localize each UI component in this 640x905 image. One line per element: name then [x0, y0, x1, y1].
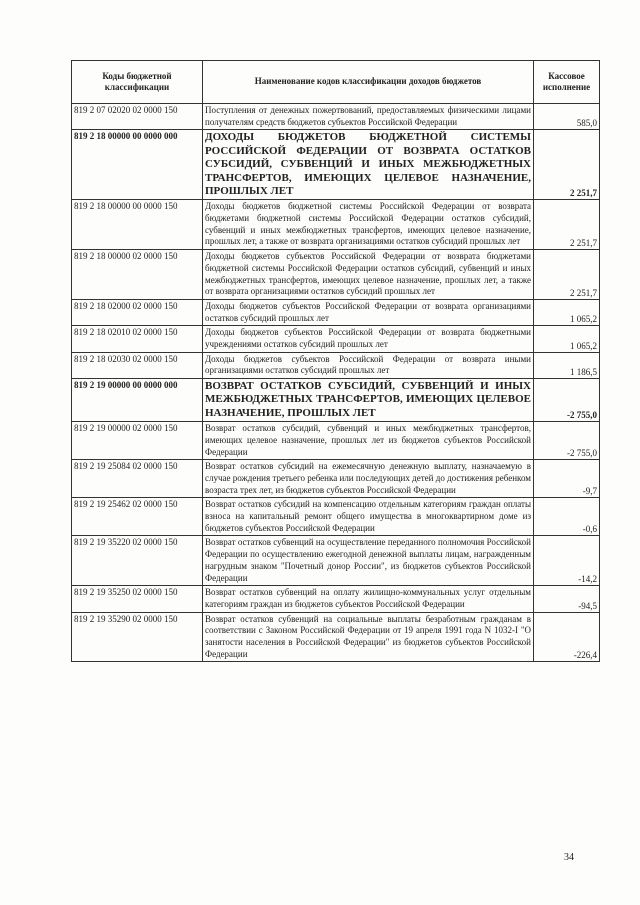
page-number: 34: [564, 852, 574, 863]
budget-code-cell: 819 2 18 02030 02 0000 150: [72, 352, 203, 378]
cash-execution-cell: 2 251,7: [534, 200, 600, 250]
table-row: [72, 299, 600, 325]
cash-execution-cell: -94,5: [534, 586, 600, 612]
table-header-row: [72, 61, 600, 104]
table-row: [72, 104, 600, 130]
income-name-cell: Возврат остатков субвенций на осуществление переданного полномочия Российской Федерации по осуществлению ежегодной денежной выплаты лицам, награжденным нагрудным знаком "Почетный донор России", из бюджетов субъектов Российской Федерации: [203, 536, 534, 586]
cash-execution-cell: 2 251,7: [534, 250, 600, 300]
income-name-cell: Возврат остатков субвенций на оплату жилищно-коммунальных услуг отдельным категориям граждан из бюджетов субъектов Российской Федерации: [203, 586, 534, 612]
header-code: Коды бюджетной классификации: [72, 61, 203, 104]
table-body: [72, 104, 600, 662]
income-name-cell: Доходы бюджетов субъектов Российской Федерации от возврата бюджетами бюджетной системы Российской Федерации остатков субсидий, субвенций и иных межбюджетных трансфертов, имеющих целевое назначение, прошлых лет, а также от возврата организациями остатков субсидий прошлых лет: [203, 250, 534, 300]
table-row: [72, 326, 600, 352]
cash-execution-cell: -2 755,0: [534, 422, 600, 460]
table-row: [72, 612, 600, 662]
income-name-cell: Поступления от денежных пожертвований, предоставляемых физическими лицами получателям средств бюджетов субъектов Российской Федерации: [203, 104, 534, 130]
table-row: [72, 422, 600, 460]
budget-code-cell: 819 2 19 25462 02 0000 150: [72, 498, 203, 536]
header-amount: Кассовое исполнение: [534, 61, 600, 104]
cash-execution-cell: 2 251,7: [534, 130, 600, 200]
income-name-cell: Доходы бюджетов субъектов Российской Федерации от возврата бюджетными учреждениями остатков субсидий прошлых лет: [203, 326, 534, 352]
cash-execution-cell: -9,7: [534, 460, 600, 498]
table-row: [72, 586, 600, 612]
budget-code-cell: 819 2 18 02010 02 0000 150: [72, 326, 203, 352]
cash-execution-cell: -14,2: [534, 536, 600, 586]
table-row: [72, 130, 600, 200]
income-name-cell: Доходы бюджетов субъектов Российской Федерации от возврата иными организациями остатков субсидий прошлых лет: [203, 352, 534, 378]
budget-code-cell: 819 2 18 00000 00 0000 150: [72, 200, 203, 250]
budget-code-cell: 819 2 19 35250 02 0000 150: [72, 586, 203, 612]
table-row: [72, 379, 600, 422]
table-row: [72, 200, 600, 250]
income-name-cell: ВОЗВРАТ ОСТАТКОВ СУБСИДИЙ, СУБВЕНЦИЙ И ИНЫХ МЕЖБЮДЖЕТНЫХ ТРАНСФЕРТОВ, ИМЕЮЩИХ ЦЕЛЕВОЕ НАЗНАЧЕНИЕ, ПРОШЛЫХ ЛЕТ: [203, 379, 534, 422]
table-row: [72, 498, 600, 536]
table-row: [72, 250, 600, 300]
budget-code-cell: 819 2 19 35290 02 0000 150: [72, 612, 203, 662]
income-name-cell: ДОХОДЫ БЮДЖЕТОВ БЮДЖЕТНОЙ СИСТЕМЫ РОССИЙСКОЙ ФЕДЕРАЦИИ ОТ ВОЗВРАТА ОСТАТКОВ СУБСИДИЙ, СУБВЕНЦИЙ И ИНЫХ МЕЖБЮДЖЕТНЫХ ТРАНСФЕРТОВ, ИМЕЮЩИХ ЦЕЛЕВОЕ НАЗНАЧЕНИЕ, ПРОШЛЫХ ЛЕТ: [203, 130, 534, 200]
budget-code-cell: 819 2 18 00000 00 0000 000: [72, 130, 203, 200]
budget-code-cell: 819 2 19 00000 02 0000 150: [72, 422, 203, 460]
income-name-cell: Возврат остатков субвенций на социальные выплаты безработным гражданам в соответствии с Законом Российской Федерации от 19 апреля 1991 года N 1032-I "О занятости населения в Российской Федерации" из бюджетов субъектов Российской Федерации: [203, 612, 534, 662]
budget-code-cell: 819 2 18 00000 02 0000 150: [72, 250, 203, 300]
income-name-cell: Возврат остатков субсидий на компенсацию отдельным категориям граждан оплаты взноса на капитальный ремонт общего имущества в многоквартирном доме из бюджетов субъектов Российской Федерации: [203, 498, 534, 536]
table-row: [72, 460, 600, 498]
header-name: Наименование кодов классификации доходов бюджетов: [203, 61, 534, 104]
table-row: [72, 536, 600, 586]
cash-execution-cell: -2 755,0: [534, 379, 600, 422]
cash-execution-cell: -0,6: [534, 498, 600, 536]
income-name-cell: Возврат остатков субсидий, субвенций и иных межбюджетных трансфертов, имеющих целевое назначение, прошлых лет из бюджетов субъектов Российской Федерации: [203, 422, 534, 460]
budget-code-cell: 819 2 07 02020 02 0000 150: [72, 104, 203, 130]
cash-execution-cell: 585,0: [534, 104, 600, 130]
budget-table: [71, 60, 600, 662]
cash-execution-cell: 1 065,2: [534, 299, 600, 325]
cash-execution-cell: 1 065,2: [534, 326, 600, 352]
budget-code-cell: 819 2 19 25084 02 0000 150: [72, 460, 203, 498]
cash-execution-cell: -226,4: [534, 612, 600, 662]
cash-execution-cell: 1 186,5: [534, 352, 600, 378]
income-name-cell: Доходы бюджетов бюджетной системы Российской Федерации от возврата бюджетами бюджетной системы Российской Федерации остатков субсидий, субвенций и иных межбюджетных трансфертов, имеющих целевое назначение, прошлых лет, а также от возврата организациями остатков субсидий прошлых лет: [203, 200, 534, 250]
budget-code-cell: 819 2 19 00000 00 0000 000: [72, 379, 203, 422]
budget-code-cell: 819 2 19 35220 02 0000 150: [72, 536, 203, 586]
budget-code-cell: 819 2 18 02000 02 0000 150: [72, 299, 203, 325]
table-row: [72, 352, 600, 378]
income-name-cell: Возврат остатков субсидий на ежемесячную денежную выплату, назначаемую в случае рождения третьего ребенка или последующих детей до достижения ребенком возраста трех лет, из бюджетов субъектов Российской Федерации: [203, 460, 534, 498]
income-name-cell: Доходы бюджетов субъектов Российской Федерации от возврата организациями остатков субсидий прошлых лет: [203, 299, 534, 325]
